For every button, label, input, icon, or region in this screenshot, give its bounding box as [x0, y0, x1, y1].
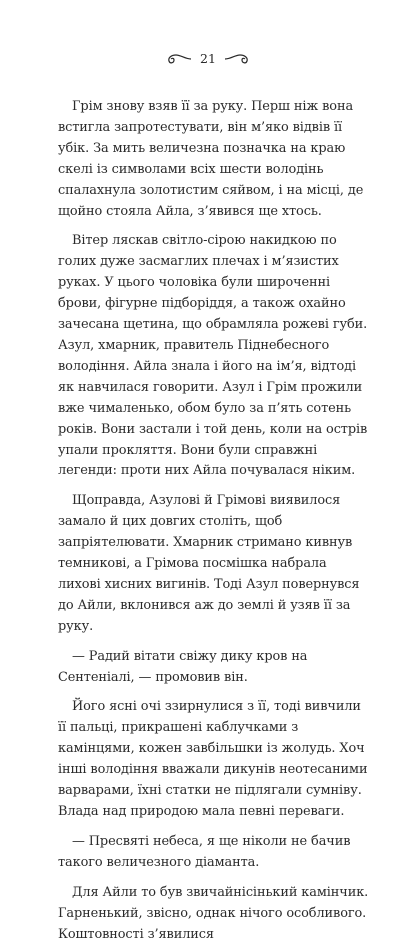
paragraph: Грім знову взяв її за руку. Перш ніж вона встигла запротестувати, він м’яко відвів її убік. За мить величезна позначка на краю скелі із символами всіх шести володінь спалахнула золотистим сяйвом, і на місці, де щойно стояла Айла, з’явився ще хтось. [58, 99, 364, 219]
dialogue-paragraph: — Пресвяті небеса, я ще ніколи не бачив такого величезного діаманта. [58, 833, 351, 870]
page-number: 21 [200, 51, 216, 66]
paragraph: Щоправда, Азулові й Грімові виявилося замало й цих довгих століть, щоб запріятелювати. Хмарник стримано кивнув темникові, а Грімова посмішка набрала лихові хисних вигинів. Тоді Азул повернувся до Айли, вклонився аж до землі й узяв її за руку. [58, 493, 360, 634]
page-header [0, 52, 416, 66]
dialogue-paragraph: — Радий вітати свіжу дику кров на Сентеніалі, — промовив він. [58, 648, 308, 685]
body-text [58, 97, 370, 945]
right-flourish-ornament [223, 52, 251, 66]
paragraph: Його ясні очі ззирнулися з її, тоді вивчили її пальці, прикрашені каблучками з камінцями, кожен завбільшки із жолудь. Хоч інші володіння вважали дикунів неотесаними варварами, їхні статки не підлягали сумніву. Влада над природою мала певні переваги. [58, 699, 368, 819]
paragraph: Для Айли то був звичайнісінький камінчик. Гарненький, звісно, однак нічого особливого. Коштовності з’явилися [58, 884, 369, 942]
paragraph: Вітер ляскав світло-сірою накидкою по голих дуже засмаглих плечах і м’язистих руках. У цього чоловіка були широченні брови, фігурне підборіддя, а також охайно зачесана щетина, що обрамляла рожеві губи. Азул, хмарник, правитель Піднебесного володіння. Айла знала і його на ім’я, відтоді як навчилася говорити. Азул і Грім прожили вже чималенько, обом було за п’ять сотень років. Вони застали і той день, коли на острів упали прокляття. Вони були справжні легенди: проти них Айла почувалася ніким. [58, 233, 368, 479]
left-flourish-ornament [165, 52, 193, 66]
